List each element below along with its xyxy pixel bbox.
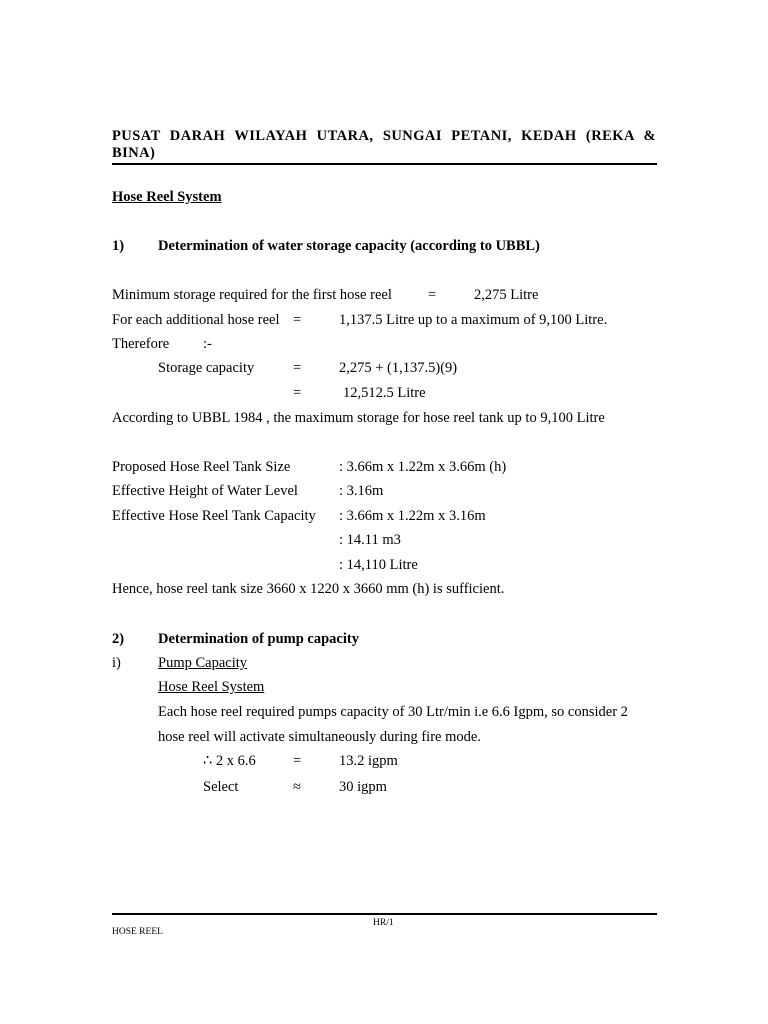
effective-capacity-litre: : 14,110 Litre [339, 557, 418, 573]
ubbl-note: According to UBBL 1984 , the maximum storage for hose reel tank up to 9,100 Litre [112, 410, 605, 426]
footer-rule [112, 913, 657, 915]
therefore-mark: :- [203, 336, 212, 352]
additional-reel-label: For each additional hose reel [112, 312, 280, 328]
calc-equals: = [293, 753, 302, 769]
storage-capacity-label: Storage capacity [158, 360, 255, 376]
calc-expression: ∴ 2 x 6.6 [203, 753, 256, 769]
document-header-title: PUSAT DARAH WILAYAH UTARA, SUNGAI PETANI, KEDAH (REKA & BINA) [112, 128, 656, 161]
min-storage-value: 2,275 Litre [474, 287, 539, 303]
select-label: Select [203, 779, 239, 795]
tank-size-label: Proposed Hose Reel Tank Size [112, 459, 291, 475]
section1-heading: Determination of water storage capacity (according to UBBL) [158, 238, 540, 254]
subsection-number: i) [112, 655, 121, 671]
section2-heading: Determination of pump capacity [158, 631, 359, 647]
tank-conclusion: Hence, hose reel tank size 3660 x 1220 x 3660 mm (h) is sufficient. [112, 581, 505, 597]
effective-capacity-label: Effective Hose Reel Tank Capacity [112, 508, 316, 524]
select-value: 30 igpm [339, 779, 387, 795]
additional-reel-equals: = [293, 312, 302, 328]
select-approx: ≈ [293, 779, 301, 795]
page-number: HR/1 [373, 918, 394, 928]
therefore-label: Therefore [112, 336, 170, 352]
section1-number: 1) [112, 238, 125, 254]
hose-reel-system-subheading: Hose Reel System [158, 679, 265, 695]
pump-paragraph-line2: hose reel will activate simultaneously during fire mode. [158, 729, 481, 745]
header-rule [112, 163, 657, 165]
tank-size-value: : 3.66m x 1.22m x 3.66m (h) [339, 459, 507, 475]
section2-number: 2) [112, 631, 125, 647]
min-storage-equals: = [428, 287, 437, 303]
effective-capacity-m3: : 14.11 m3 [339, 532, 401, 548]
storage-capacity-formula: 2,275 + (1,137.5)(9) [339, 360, 458, 376]
additional-reel-value: 1,137.5 Litre up to a maximum of 9,100 Litre. [339, 312, 608, 328]
effective-height-label: Effective Height of Water Level [112, 483, 298, 499]
footer-section-label: HOSE REEL [112, 927, 163, 937]
storage-result-value: 12,512.5 Litre [343, 385, 426, 401]
effective-capacity-value: : 3.66m x 1.22m x 3.16m [339, 508, 486, 524]
pump-paragraph-line1: Each hose reel required pumps capacity of 30 Ltr/min i.e 6.6 Igpm, so consider 2 [158, 704, 628, 720]
min-storage-label: Minimum storage required for the first hose reel [112, 287, 392, 303]
section-title: Hose Reel System [112, 189, 222, 205]
storage-capacity-equals: = [293, 360, 302, 376]
calc-value: 13.2 igpm [339, 753, 398, 769]
pump-capacity-heading: Pump Capacity [158, 655, 248, 671]
storage-result-equals: = [293, 385, 302, 401]
effective-height-value: : 3.16m [339, 483, 384, 499]
